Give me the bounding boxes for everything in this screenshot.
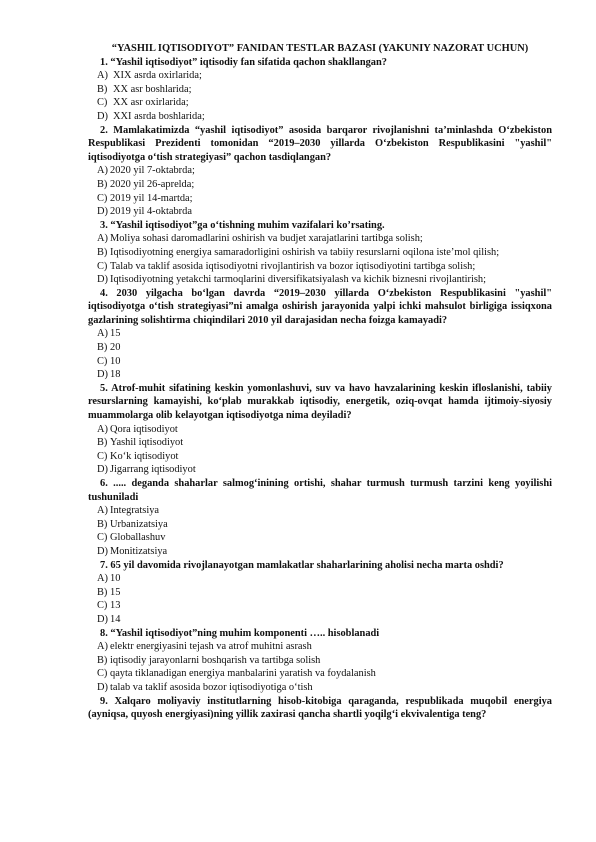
option-text: 18 bbox=[110, 369, 121, 381]
answer-option[interactable] bbox=[88, 518, 552, 532]
option-letter: C) bbox=[97, 97, 108, 109]
option-text: Globallashuv bbox=[110, 532, 166, 544]
question-9 bbox=[88, 695, 552, 722]
option-text: talab va taklif asosida bozor iqtisodiyotiga o‘tish bbox=[110, 681, 313, 693]
question-6 bbox=[88, 477, 552, 559]
question-text: 4. 2030 yilgacha bo‘lgan davrda “2019–2030 yillarda O‘zbekiston Respublikasini "yashil" iqtisodiyotga o‘tish strategiyasi”ni amalga oshirish jarayonida yalpi ichki mahsulot birligiga issiqxona gazlarining solishtirma chiqindilari 2010 yil darajasidan necha foizga kamayadi? bbox=[88, 287, 552, 326]
answer-option[interactable] bbox=[88, 355, 552, 369]
answer-option[interactable] bbox=[88, 327, 552, 341]
document-page bbox=[88, 42, 552, 722]
option-text: qayta tiklanadigan energiya manbalarini yaratish va foydalanish bbox=[110, 668, 376, 680]
option-letter: C) bbox=[97, 192, 108, 204]
option-text: Urbanizatsiya bbox=[110, 518, 168, 530]
answer-option[interactable] bbox=[88, 273, 552, 287]
option-text: XX asr oxirlarida; bbox=[113, 97, 189, 109]
option-text: XXI asrda boshlarida; bbox=[113, 110, 205, 122]
question-1 bbox=[88, 56, 552, 124]
option-letter: A) bbox=[97, 328, 108, 340]
option-letter: D) bbox=[97, 110, 108, 122]
option-letter: A) bbox=[97, 423, 108, 435]
option-letter: C) bbox=[97, 260, 108, 272]
option-letter: B) bbox=[97, 246, 108, 258]
answer-option[interactable] bbox=[88, 260, 552, 274]
option-letter: A) bbox=[97, 70, 108, 82]
option-letter: D) bbox=[97, 613, 108, 625]
answer-option[interactable] bbox=[88, 368, 552, 382]
answer-option[interactable] bbox=[88, 450, 552, 464]
answer-option[interactable] bbox=[88, 613, 552, 627]
question-7 bbox=[88, 559, 552, 627]
option-letter: D) bbox=[97, 369, 108, 381]
answer-option[interactable] bbox=[88, 545, 552, 559]
option-letter: A) bbox=[97, 505, 108, 517]
option-text: 2020 yil 26-aprelda; bbox=[110, 178, 195, 190]
document-title: “YASHIL IQTISODIYOT” FANIDAN TESTLAR BAZASI (YAKUNIY NAZORAT UCHUN) bbox=[111, 43, 529, 54]
option-text: iqtisodiy jarayonlarni boshqarish va tartibga solish bbox=[110, 654, 321, 666]
answer-option[interactable] bbox=[88, 69, 552, 83]
option-text: 2020 yil 7-oktabrda; bbox=[110, 165, 195, 177]
answer-option[interactable] bbox=[88, 504, 552, 518]
answer-option[interactable] bbox=[88, 436, 552, 450]
option-text: 10 bbox=[110, 573, 121, 585]
question-4 bbox=[88, 287, 552, 382]
answer-option[interactable] bbox=[88, 586, 552, 600]
answer-option[interactable] bbox=[88, 178, 552, 192]
option-letter: D) bbox=[97, 464, 108, 476]
answer-option[interactable] bbox=[88, 110, 552, 124]
option-text: elektr energiyasini tejash va atrof muhitni asrash bbox=[110, 641, 312, 653]
option-letter: C) bbox=[97, 532, 108, 544]
option-text: Monitizatsiya bbox=[110, 545, 168, 557]
answer-option[interactable] bbox=[88, 83, 552, 97]
option-letter: B) bbox=[97, 342, 108, 354]
option-text: 14 bbox=[110, 613, 121, 625]
option-letter: B) bbox=[97, 586, 108, 598]
option-letter: C) bbox=[97, 600, 108, 612]
option-letter: C) bbox=[97, 355, 108, 367]
question-text: 6. ..... deganda shaharlar salmog‘inining ortishi, shahar turmush turmush tarzini keng yoyilishi tushuniladi bbox=[88, 478, 552, 503]
option-letter: C) bbox=[97, 668, 108, 680]
question-5 bbox=[88, 382, 552, 477]
option-letter: B) bbox=[97, 437, 108, 449]
option-letter: B) bbox=[97, 178, 108, 190]
question-text: 1. “Yashil iqtisodiyot” iqtisodiy fan sifatida qachon shakllangan? bbox=[100, 56, 387, 68]
answer-option[interactable] bbox=[88, 463, 552, 477]
option-text: Yashil iqtisodiyot bbox=[110, 437, 184, 449]
option-text: 15 bbox=[110, 586, 121, 598]
answer-option[interactable] bbox=[88, 164, 552, 178]
option-letter: A) bbox=[97, 165, 108, 177]
answer-option[interactable] bbox=[88, 572, 552, 586]
answer-option[interactable] bbox=[88, 96, 552, 110]
option-letter: D) bbox=[97, 206, 108, 218]
answer-option[interactable] bbox=[88, 192, 552, 206]
answer-option[interactable] bbox=[88, 423, 552, 437]
question-3 bbox=[88, 219, 552, 287]
option-letter: B) bbox=[97, 83, 108, 95]
option-letter: D) bbox=[97, 681, 108, 693]
answer-option[interactable] bbox=[88, 531, 552, 545]
option-text: 13 bbox=[110, 600, 121, 612]
option-text: Ko‘k iqtisodiyot bbox=[110, 450, 179, 462]
option-letter: B) bbox=[97, 654, 108, 666]
option-text: Iqtisodiyotning yetakchi tarmoqlarini diversifikatsiyalash va kichik biznesni rivojlantirish; bbox=[110, 274, 487, 286]
answer-option[interactable] bbox=[88, 667, 552, 681]
answer-option[interactable] bbox=[88, 640, 552, 654]
option-text: 2019 yil 14-martda; bbox=[110, 192, 193, 204]
option-letter: B) bbox=[97, 518, 108, 530]
question-text: 7. 65 yil davomida rivojlanayotgan mamlakatlar shaharlarining aholisi necha marta oshdi? bbox=[100, 559, 504, 571]
question-text: 8. “Yashil iqtisodiyot”ning muhim komponenti ….. hisoblanadi bbox=[100, 627, 380, 639]
answer-option[interactable] bbox=[88, 246, 552, 260]
option-text: XIX asrda oxirlarida; bbox=[113, 70, 202, 82]
option-text: Jigarrang iqtisodiyot bbox=[110, 464, 196, 476]
option-text: Integratsiya bbox=[110, 505, 160, 517]
option-letter: A) bbox=[97, 641, 108, 653]
answer-option[interactable] bbox=[88, 599, 552, 613]
option-text: 20 bbox=[110, 342, 121, 354]
question-text: 2. Mamlakatimizda “yashil iqtisodiyot” asosida barqaror rivojlanishni ta’minlashda O‘zbekiston Respublikasi Prezidenti tomonidan “2019–2030 yillarda O‘zbekiston Respublikasini "yashil" iqtisodiyotga o‘tish strategiyasi” qachon tasdiqlangan? bbox=[88, 124, 552, 163]
answer-option[interactable] bbox=[88, 205, 552, 219]
option-letter: A) bbox=[97, 573, 108, 585]
option-text: XX asr boshlarida; bbox=[113, 83, 192, 95]
option-text: Qora iqtisodiyot bbox=[110, 423, 178, 435]
answer-option[interactable] bbox=[88, 654, 552, 668]
option-text: 15 bbox=[110, 328, 121, 340]
option-letter: C) bbox=[97, 450, 108, 462]
question-text: 5. Atrof-muhit sifatining keskin yomonlashuvi, suv va havo havzalarining keskin ifloslanishi, tabiiy resurslarning kamayishi, ko‘plab murakkab iqtisodiy, energetik, oziq-ovqat hamda ijtimoiy-siyosiy muammolarga olib kelayotgan iqtisodiyotga nima deyiladi? bbox=[88, 382, 552, 422]
option-letter: D) bbox=[97, 274, 108, 286]
answer-option[interactable] bbox=[88, 341, 552, 355]
answer-option[interactable] bbox=[88, 681, 552, 695]
question-text: 9. Xalqaro moliyaviy institutlarning hisob-kitobiga qaraganda, respublikada muqobil energiya (ayniqsa, quyosh energiyasi)ning yillik zaxirasi qancha shartli yoqilg‘i ekvivalentiga teng? bbox=[88, 695, 552, 721]
option-letter: D) bbox=[97, 545, 108, 557]
option-text: 2019 yil 4-oktabrda bbox=[110, 206, 192, 218]
option-text: 10 bbox=[110, 355, 121, 367]
option-text: Moliya sohasi daromadlarini oshirish va budjet xarajatlarini tartibga solish; bbox=[110, 233, 423, 245]
option-text: Talab va taklif asosida iqtisodiyotni rivojlantirish va bozor iqtisodiyotini tartibga solish; bbox=[110, 260, 476, 272]
question-text: 3. “Yashil iqtisodiyot”ga o‘tishning muhim vazifalari ko’rsating. bbox=[100, 219, 385, 231]
question-8 bbox=[88, 627, 552, 695]
question-2 bbox=[88, 124, 552, 219]
option-text: Iqtisodiyotning energiya samaradorligini oshirish va tabiiy resurslarni oqilona iste’mol qilish; bbox=[110, 246, 500, 258]
answer-option[interactable] bbox=[88, 232, 552, 246]
option-letter: A) bbox=[97, 233, 108, 245]
